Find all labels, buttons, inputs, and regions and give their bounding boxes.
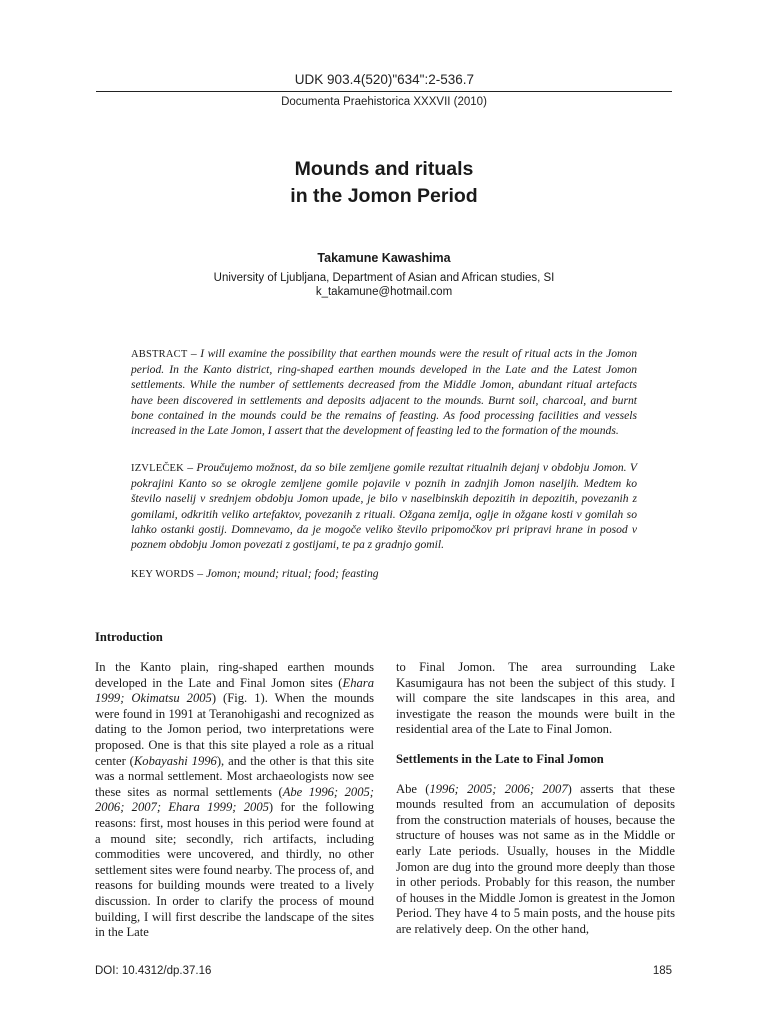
keywords-text: Jomon; mound; ritual; food; feasting: [205, 567, 379, 580]
section-heading-settlements: Settlements in the Late to Final Jomon: [396, 751, 604, 766]
izvlecek: [131, 460, 637, 552]
citation: 1996; 2005; 2006; 2007: [429, 781, 568, 796]
paper-title: [0, 156, 768, 210]
author-affiliation: University of Ljubljana, Department of Asian and African studies, SI: [213, 272, 555, 284]
abstract-text: I will examine the possibility that earthen mounds were the result of ritual acts in the Jomon period. In the Kanto district, ring-shaped earthen mounds developed in the Late and the Latest Jomon settlements. While the number of settlements decreased from the Middle Jomon, abundant ritual artefacts have been discovered in settlements and deposits adjacent to the mounds. Burnt soil, charcoal, and burnt bone contained in the mounds could be the remains of feasting. As food processing facilities and vessels increased in the Late Jomon, I assert that the development of feasting led to the formation of the mounds.: [131, 347, 637, 438]
citation: Abe 1996; 2005; 2006; 2007; Ehara 1999; 2005: [95, 784, 374, 815]
keywords-dash: –: [194, 567, 206, 580]
izvlecek-text: Proučujemo možnost, da so bile zemljene gomile rezultat ritualnih dejanj v obdobju Jomon. V pokrajini Kanto so se okrogle zemljene gomile pojavile v poznih in zadnjih Jomon naseljih. Medtem ko število naselij v srednjem obdobju Jomon upade, je bilo v naselbinskih depozitih in depozitih, povezanih z gomilami, odkritih veliko artefaktov, povezanih z rituali. Ožgana zemlja, oglje in ožgane kosti v gomilah so lahko ostanki gostij. Domnevamo, da je mogoče veliko število pripomočkov pri pripravi hrane in posod v poznem obdobju Jomon povezati z gostijami, te pa z gradnjo gomil.: [131, 461, 637, 552]
abstract: [131, 346, 637, 438]
citation: Kobayashi 1996: [133, 753, 217, 768]
doi: DOI: 10.4312/dp.37.16: [95, 965, 212, 977]
izvlecek-label: IZVLEČEK: [131, 463, 184, 474]
body-column-right: [396, 660, 675, 938]
author-name: Takamune Kawashima: [317, 251, 451, 265]
abstract-label: ABSTRACT: [131, 349, 188, 360]
page-number: 185: [652, 965, 672, 977]
title-line-1: Mounds and rituals: [294, 158, 474, 180]
section-heading-introduction: Introduction: [95, 630, 163, 644]
journal-name: Documenta Praehistorica XXXVII (2010): [281, 96, 487, 108]
abstract-dash: –: [187, 347, 201, 360]
settlements-paragraph: Abe (1996; 2005; 2006; 2007) asserts that these mounds resulted from an accumulation of deposits from the construction materials of houses, because the structure of houses was not same as in the Middle or early Late periods. Usually, houses in the Middle Jomon are dug into the ground more deeply than those in other periods. Probably for this reason, the number of houses in the Middle Jomon is greatest in the Jomon Period. They have 4 to 5 main posts, and the house pits are relatively deep. On the other hand,: [396, 781, 675, 936]
title-line-2: in the Jomon Period: [290, 185, 478, 207]
keywords-label: KEY WORDS: [131, 569, 195, 580]
citation: Ehara 1999; Okimatsu 2005: [95, 675, 374, 706]
author-email: k_takamune@hotmail.com: [315, 286, 453, 298]
body-column-left: [95, 660, 374, 941]
udk-classification: UDK 903.4(520)"634":2-536.7: [294, 72, 474, 87]
intro-paragraph-continued: to Final Jomon. The area surrounding Lake Kasumigaura has not been the subject of this study. I will compare the site landscapes in this area, and investigate the reason the mounds were built in the residential area of the Late to Final Jomon.: [396, 660, 675, 737]
header-rule: [96, 91, 672, 92]
izvlecek-dash: –: [183, 461, 197, 474]
intro-paragraph: In the Kanto plain, ring-shaped earthen mounds developed in the Late and Final Jomon sites (Ehara 1999; Okimatsu 2005) (Fig. 1). When the mounds were found in 1991 at Teranohigashi and recognized as dating to the Jomon period, two interpretations were proposed. One is that this site played a role as a ritual center (Kobayashi 1996), and the other is that this site was a normal settlement. Most archaeologists now see these sites as normal settlements (Abe 1996; 2005; 2006; 2007; Ehara 1999; 2005) for the following reasons: first, most houses in this period were found at a mound site; secondly, rich artifacts, including commodities were uncovered, and thirdly, no other settlement sites were found nearby. The process of, and reasons for building mounds were treated to a lively discussion. In order to clarify the process of mound building, I will first describe the landscape of the sites in the Late: [95, 660, 375, 940]
keywords: [131, 566, 637, 582]
